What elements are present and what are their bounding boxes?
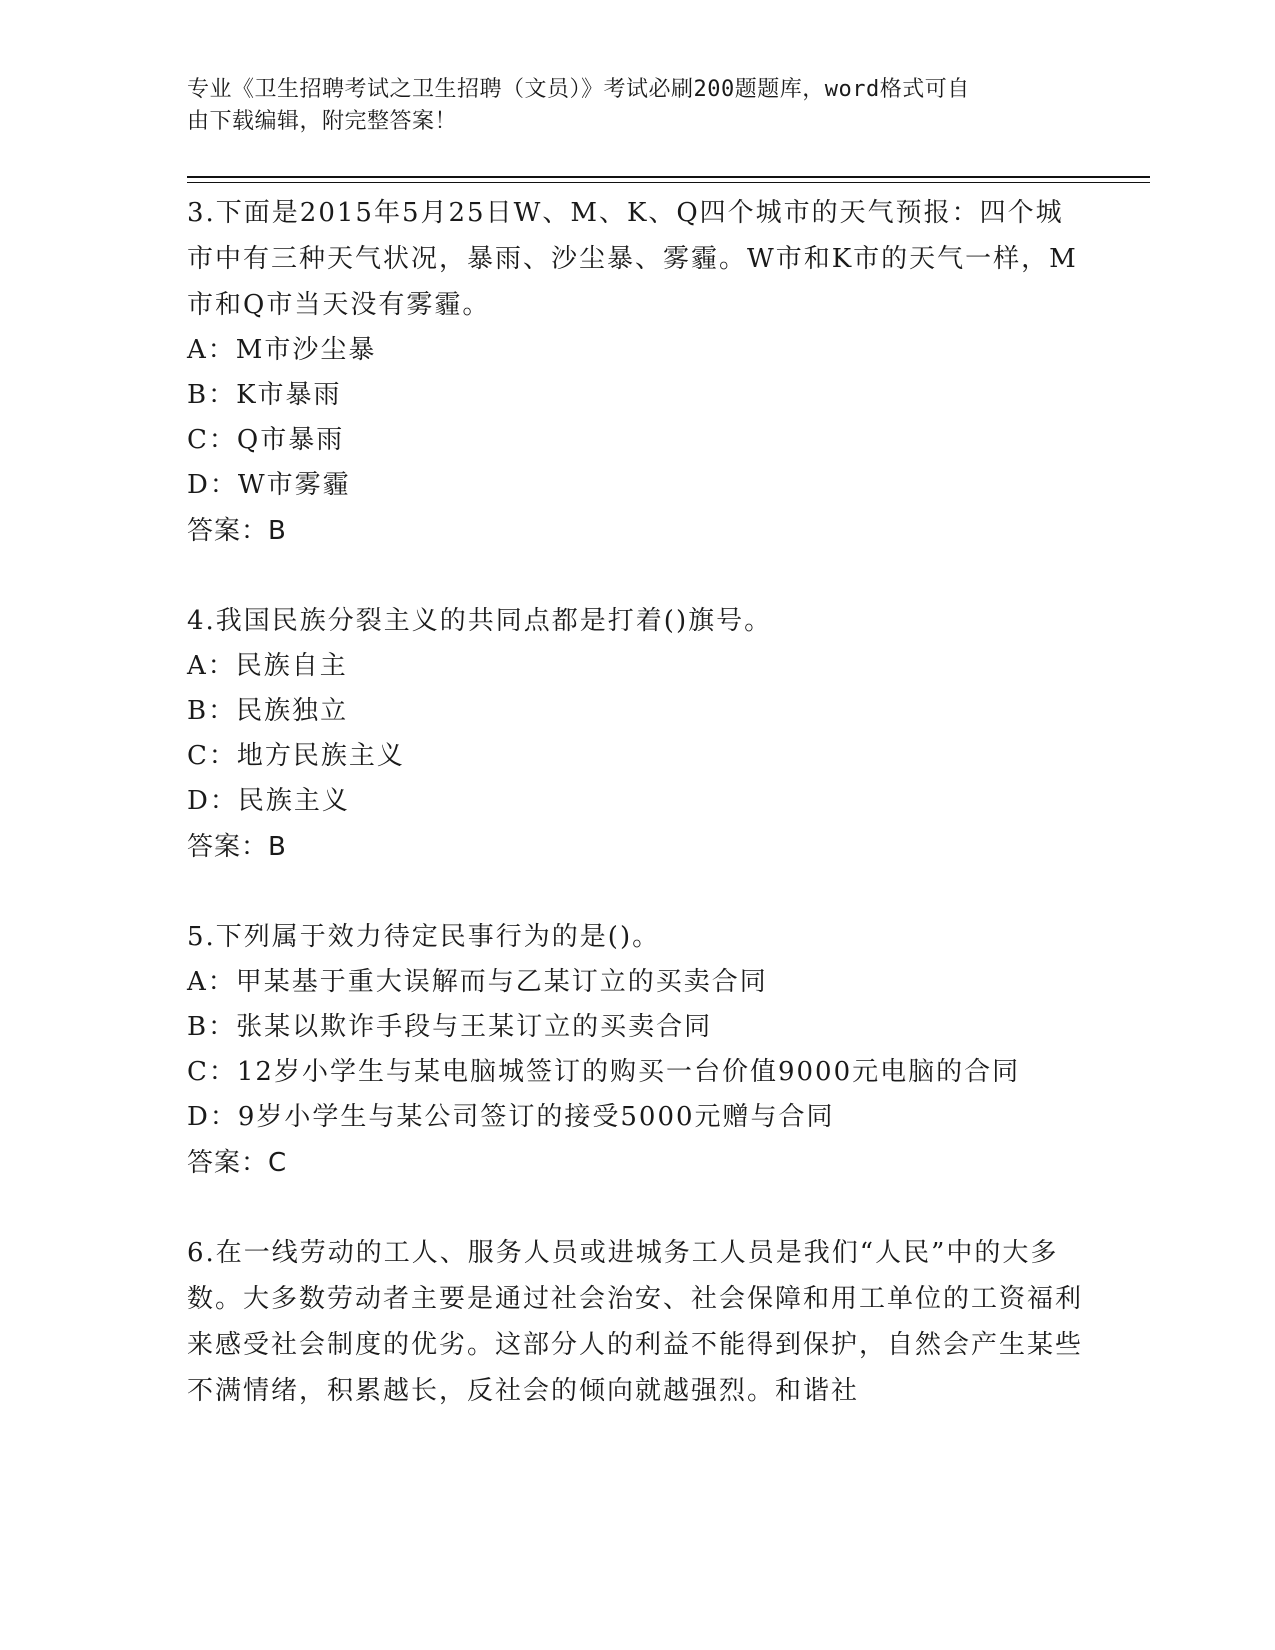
option-d: D：9岁小学生与某公司签订的接受5000元赠与合同 [187, 1102, 835, 1132]
question-stem: 6.在一线劳动的工人、服务人员或进城务工人员是我们“人民”中的大多数。大多数劳动者主要是通过社会治安、社会保障和用工单位的工资福利来感受社会制度的优劣。这部分人的利益不能得到保护，自然会产生某些不满情绪，积累越长，反社会的倾向就越强烈。和谐社 [187, 1238, 1084, 1406]
question-3 [187, 190, 1087, 554]
option-c: C：地方民族主义 [187, 741, 405, 771]
option-b: B：民族独立 [187, 696, 349, 726]
question-6 [187, 1230, 1087, 1414]
option-d: D：民族主义 [187, 786, 350, 816]
option-a: A：甲某基于重大误解而与乙某订立的买卖合同 [187, 967, 768, 997]
option-b: B：张某以欺诈手段与王某订立的买卖合同 [187, 1012, 713, 1042]
option-a: A：民族自主 [187, 651, 348, 681]
question-stem: 4.我国民族分裂主义的共同点都是打着()旗号。 [187, 606, 773, 636]
option-c: C：12岁小学生与某电脑城签订的购买一台价值9000元电脑的合同 [187, 1057, 1021, 1087]
question-5 [187, 914, 1087, 1186]
option-c: C：Q市暴雨 [187, 425, 345, 455]
question-stem: 3.下面是2015年5月25日W、M、K、Q四个城市的天气预报：四个城市中有三种天气状况，暴雨、沙尘暴、雾霾。W市和K市的天气一样，M市和Q市当天没有雾霾。 [187, 198, 1078, 320]
option-d: D：W市雾霾 [187, 470, 351, 500]
header-divider-thick [187, 176, 1150, 178]
document-header [187, 74, 1067, 138]
question-list [187, 190, 1087, 1414]
answer-line: 答案：C [187, 1148, 288, 1178]
option-a: A：M市沙尘暴 [187, 335, 377, 365]
header-line-2: 由下载编辑，附完整答案！ [187, 109, 458, 134]
answer-line: 答案：B [187, 832, 287, 862]
question-4 [187, 598, 1087, 870]
option-b: B：K市暴雨 [187, 380, 342, 410]
header-line-1: 专业《卫生招聘考试之卫生招聘（文员）》考试必刷200题题库，word格式可自 [187, 77, 970, 102]
header-divider-thin [187, 182, 1150, 183]
answer-line: 答案：B [187, 516, 287, 546]
question-stem: 5.下列属于效力待定民事行为的是()。 [187, 922, 661, 952]
